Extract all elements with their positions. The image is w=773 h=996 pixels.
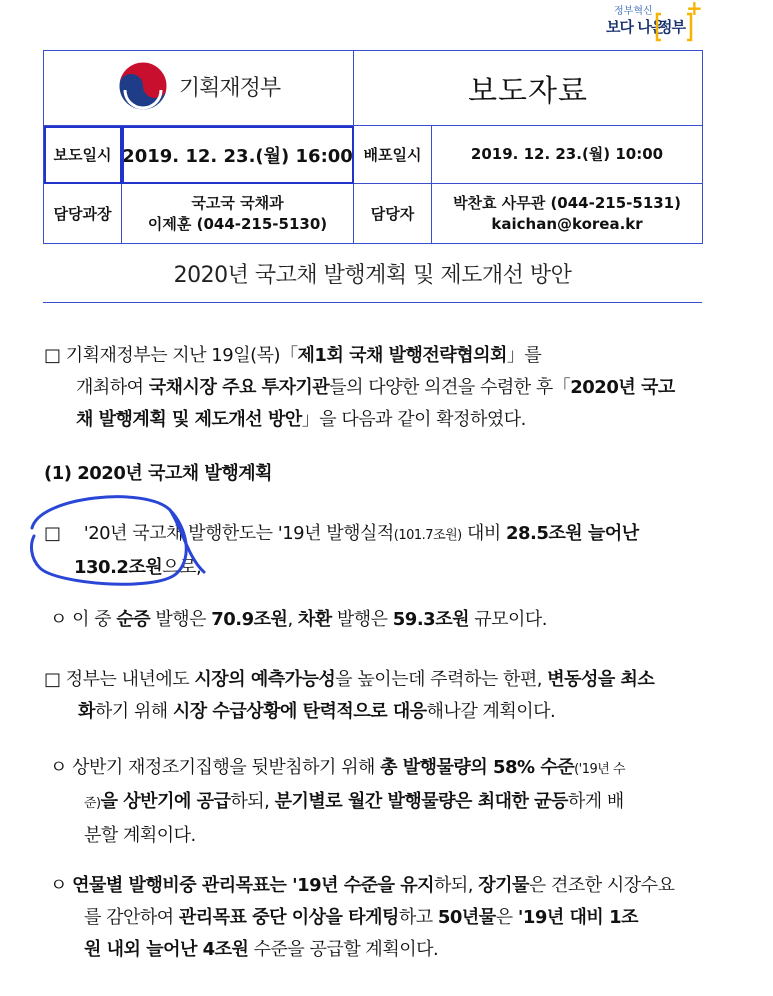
gov-innovation-logo xyxy=(606,0,706,46)
p5-bold-3: 관리목표 중단 이상을 타게팅 xyxy=(178,907,399,928)
maturity-paragraph xyxy=(50,870,716,966)
intro-text-4: 들의 다양한 의견을 수렴한 후「 xyxy=(329,377,571,398)
p5-bold-2: 장기물 xyxy=(478,875,529,896)
net-refinance-paragraph xyxy=(50,604,710,636)
intro-text-5: 」을 다음과 같이 확정하였다. xyxy=(301,409,526,430)
p5-text-3: 를 감안하여 xyxy=(84,907,179,928)
person-label: 담당자 xyxy=(370,205,415,223)
p5-bold-1: 연물별 발행비중 관리목표는 '19년 수준을 유지 xyxy=(72,875,434,896)
brand-line-b: 정부 xyxy=(658,18,685,36)
dept-line2: 이제훈 (044-215-5130) xyxy=(147,214,328,233)
p4-text-3: 하게 배 xyxy=(567,791,624,812)
ministry-logo-cell xyxy=(44,51,354,126)
p4-small-2: 준) xyxy=(84,796,101,811)
p2-text-2: 발행은 xyxy=(150,609,212,630)
person-email: kaichan@korea.kr xyxy=(491,214,643,233)
circle-bullet: ㅇ xyxy=(50,875,67,896)
p2-bold-2: 70.9조원 xyxy=(211,609,288,630)
p2-bold-1: 순증 xyxy=(116,609,151,630)
square-bullet: □ xyxy=(44,669,61,690)
section-heading: (1) 2020년 국고채 발행계획 xyxy=(44,463,272,484)
p3-text-4: 해나갈 계획이다. xyxy=(426,701,556,722)
p2-text-4: 발행은 xyxy=(331,609,393,630)
square-bullet: □ xyxy=(44,523,61,544)
circle-bullet: ㅇ xyxy=(50,609,67,630)
p3-bold-2: 변동성을 최소 xyxy=(547,669,655,690)
p1-small: (101.7조원) xyxy=(393,528,462,543)
p4-text-4: 분할 계획이다. xyxy=(84,825,196,846)
issuance-limit-paragraph xyxy=(44,518,716,584)
intro-bold-1: 제1회 국채 발행전략협의회 xyxy=(297,345,507,366)
p2-text-5: 규모이다. xyxy=(468,609,547,630)
intro-bold-3: 2020년 국고 xyxy=(570,377,675,398)
intro-paragraph xyxy=(44,340,716,436)
p3-bold-1: 시장의 예측가능성 xyxy=(194,669,336,690)
intro-bold-2: 국채시장 주요 투자기관 xyxy=(148,377,330,398)
dept-line1: 국고국 국채과 xyxy=(191,193,284,212)
header-table xyxy=(43,50,703,244)
brand-small-text: 정부혁신 xyxy=(614,6,653,17)
intro-text-2: 」를 xyxy=(506,345,542,366)
distribution-label: 배포일시 xyxy=(363,146,422,164)
report-date-cell xyxy=(122,126,354,184)
first-half-paragraph xyxy=(50,752,716,852)
market-stability-paragraph xyxy=(44,664,716,728)
p4-bold-2: 을 상반기에 공급 xyxy=(100,791,231,812)
p5-text-1: 하되, xyxy=(434,875,479,896)
p3-bold-4: 시장 수급상황에 탄력적으로 대응 xyxy=(172,701,427,722)
document-title: 2020년 국고채 발행계획 및 제도개선 방안 xyxy=(173,263,572,288)
intro-text-3: 개최하여 xyxy=(76,377,149,398)
p3-bold-3: 화 xyxy=(78,701,95,722)
p1-text-3: 으로, xyxy=(162,557,202,578)
p3-text-1: 정부는 내년에도 xyxy=(65,669,195,690)
doc-type-cell xyxy=(354,51,703,126)
title-divider xyxy=(43,302,702,303)
dept-label: 담당과장 xyxy=(53,205,112,223)
report-date: 2019. 12. 23.(월) 16:00 xyxy=(122,145,353,167)
p3-text-2: 을 높이는데 주력하는 한편, xyxy=(335,669,548,690)
distribution-label-cell xyxy=(354,126,432,184)
distribution-date-cell xyxy=(432,126,703,184)
p2-bold-3: 차환 xyxy=(297,609,332,630)
p1-text-2: 대비 xyxy=(461,523,506,544)
p4-small-1: ('19년 수 xyxy=(574,762,626,777)
p1-bold-2: 130.2조원 xyxy=(74,557,163,578)
p2-bold-4: 59.3조원 xyxy=(392,609,469,630)
p5-text-5: 은 xyxy=(495,907,518,928)
p1-text-1: '20년 국고채 발행한도는 '19년 발행실적 xyxy=(83,523,394,544)
p3-text-3: 하기 위해 xyxy=(94,701,173,722)
report-date-label-cell xyxy=(44,126,122,184)
circle-bullet: ㅇ xyxy=(50,757,67,778)
dept-label-cell xyxy=(44,184,122,244)
p4-text-1: 상반기 재정조기집행을 뒷받침하기 위해 xyxy=(72,757,381,778)
person-cell xyxy=(432,184,703,244)
p5-text-4: 하고 xyxy=(398,907,438,928)
p5-text-2: 은 견조한 시장수요 xyxy=(528,875,675,896)
dept-cell xyxy=(122,184,354,244)
p5-bold-4: 50년물 xyxy=(437,907,496,928)
p5-bold-5: '19년 대비 1조 xyxy=(517,907,638,928)
doc-type: 보도자료 xyxy=(468,74,588,109)
distribution-date: 2019. 12. 23.(월) 10:00 xyxy=(470,145,664,163)
p4-text-2: 하되, xyxy=(230,791,275,812)
person-line1: 박찬효 사무관 (044-215-5131) xyxy=(453,193,681,212)
ministry-name: 기획재정부 xyxy=(178,75,281,101)
person-label-cell xyxy=(354,184,432,244)
p2-text-1: 이 중 xyxy=(72,609,117,630)
plus-icon: + xyxy=(686,0,703,20)
p2-text-3: , xyxy=(287,609,298,630)
p5-bold-6: 원 내외 늘어난 4조원 xyxy=(84,939,249,960)
square-bullet: □ xyxy=(44,345,61,366)
taegeuk-icon xyxy=(117,60,169,112)
p4-bold-1: 총 발행물량의 58% 수준 xyxy=(380,757,575,778)
intro-bold-4: 채 발행계획 및 제도개선 방안 xyxy=(76,409,302,430)
intro-text-1: 기획재정부는 지난 19일(목)「 xyxy=(65,345,298,366)
p5-text-6: 수준을 공급할 계획이다. xyxy=(248,939,439,960)
report-date-label: 보도일시 xyxy=(53,146,112,164)
p1-bold-1: 28.5조원 늘어난 xyxy=(506,523,639,544)
p4-bold-3: 분기별로 월간 발행물량은 최대한 균등 xyxy=(274,791,568,812)
brand-line-a: 보다 나은 xyxy=(606,18,665,36)
